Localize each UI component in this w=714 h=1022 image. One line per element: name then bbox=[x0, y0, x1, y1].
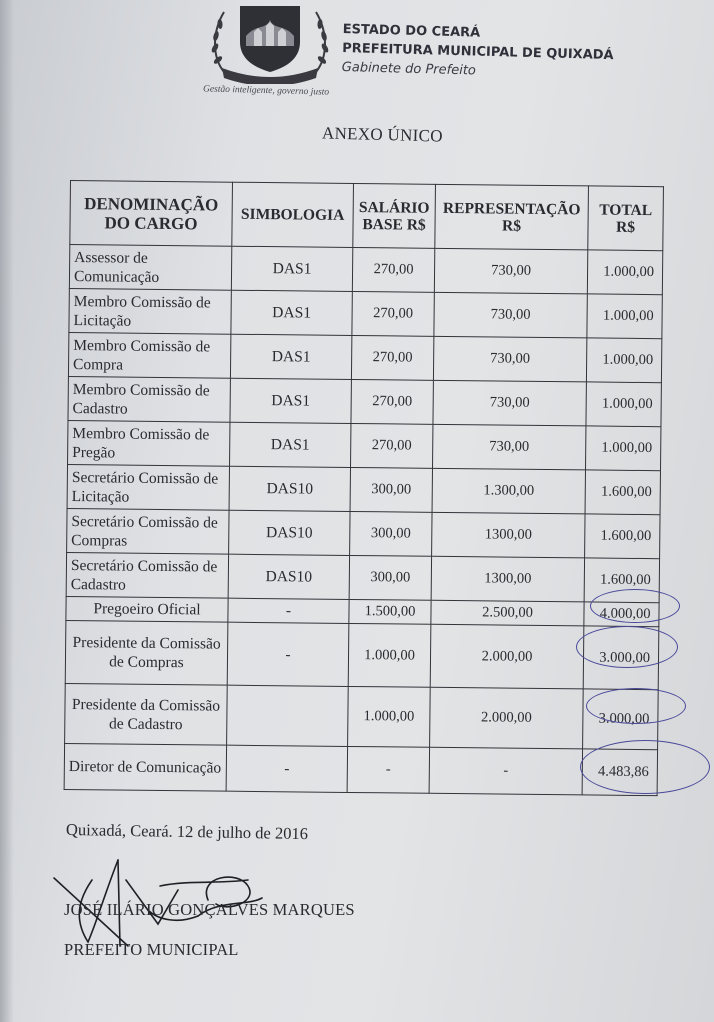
cell-name: Presidente da Comissão de Cadastro bbox=[65, 683, 228, 745]
cell-rep: 1300,00 bbox=[431, 556, 584, 602]
cell-rep: 2.000,00 bbox=[430, 624, 584, 689]
cell-symbol: DAS10 bbox=[229, 466, 350, 511]
cell-total: 1.000,00 bbox=[586, 382, 661, 427]
cell-rep: 2.000,00 bbox=[430, 687, 584, 749]
signer-role: PREFEITO MUNICIPAL bbox=[64, 940, 239, 959]
cell-name: Pregoeiro Oficial bbox=[66, 596, 228, 622]
pen-circle-mark bbox=[576, 626, 678, 668]
cell-total: 1.000,00 bbox=[586, 338, 661, 383]
cell-name: Diretor de Comunicação bbox=[64, 743, 226, 791]
cell-symbol: - bbox=[228, 598, 349, 623]
cell-rep: 1.300,00 bbox=[432, 468, 585, 514]
cell-total: 4.483,86 bbox=[582, 749, 657, 796]
cell-base: 1.000,00 bbox=[348, 623, 431, 687]
cell-name: Membro Comissão de Compra bbox=[68, 332, 230, 378]
header-total: TOTAL R$ bbox=[588, 186, 664, 251]
cell-rep: 730,00 bbox=[433, 424, 586, 470]
header-symbol: SIMBOLOGIA bbox=[232, 182, 354, 247]
cell-total: 1.000,00 bbox=[587, 250, 662, 295]
cell-total: 1.000,00 bbox=[585, 426, 660, 471]
cell-base: 300,00 bbox=[349, 555, 431, 600]
cell-total: 1.600,00 bbox=[584, 558, 659, 603]
cell-name: Membro Comissão de Cadastro bbox=[68, 376, 230, 422]
table-row bbox=[64, 743, 657, 795]
cell-rep: 730,00 bbox=[433, 380, 586, 426]
cell-base: 270,00 bbox=[352, 247, 434, 292]
document-title: ANEXO ÚNICO bbox=[321, 123, 444, 146]
cell-base: 270,00 bbox=[351, 423, 433, 468]
cell-base: 300,00 bbox=[350, 467, 432, 512]
motto-text: Gestão inteligente, governo justo bbox=[202, 84, 330, 98]
cell-rep: 730,00 bbox=[434, 292, 587, 338]
table-row bbox=[69, 288, 662, 338]
table-row bbox=[68, 376, 661, 426]
cell-symbol: DAS10 bbox=[228, 554, 349, 599]
table-header-row bbox=[70, 181, 664, 251]
cell-base: 270,00 bbox=[351, 379, 433, 424]
cell-symbol: DAS1 bbox=[231, 246, 352, 291]
table-row bbox=[67, 464, 660, 514]
office-name: Gabinete do Prefeito bbox=[341, 59, 477, 79]
cell-total: 3.000,00 bbox=[583, 689, 659, 750]
page-edge-shadow bbox=[0, 0, 14, 1022]
signer-name: JOSÉ ILÁRIO GONÇALVES MARQUES bbox=[64, 900, 355, 919]
cell-symbol: - bbox=[227, 622, 349, 686]
cell-total: 1.600,00 bbox=[585, 470, 660, 515]
cell-symbol bbox=[227, 685, 349, 746]
letterhead bbox=[342, 20, 615, 84]
positions-table-wrapper bbox=[64, 180, 664, 796]
cell-symbol: DAS1 bbox=[231, 290, 352, 335]
cell-name: Secretário Comissão de Licitação bbox=[67, 464, 229, 510]
cell-name: Presidente da Comissão de Compras bbox=[65, 620, 228, 685]
cell-base: 1.500,00 bbox=[349, 599, 431, 624]
cell-name: Membro Comissão de Pregão bbox=[68, 420, 230, 466]
cell-symbol: DAS1 bbox=[230, 422, 351, 467]
cell-base: - bbox=[347, 746, 429, 793]
cell-base: 300,00 bbox=[350, 511, 432, 556]
cell-total: 1.000,00 bbox=[587, 294, 662, 339]
cell-total: 1.600,00 bbox=[585, 514, 660, 559]
state-name: ESTADO DO CEARÁ bbox=[342, 21, 481, 41]
table-row bbox=[68, 332, 661, 382]
cell-name: Assessor de Comunicação bbox=[69, 245, 231, 291]
city-hall-name: PREFEITURA MUNICIPAL DE QUIXADÁ bbox=[342, 40, 614, 64]
cell-symbol: - bbox=[226, 745, 347, 792]
table-row bbox=[69, 245, 662, 295]
cell-total: 3.000,00 bbox=[583, 626, 659, 690]
cell-symbol: DAS10 bbox=[229, 510, 350, 555]
table-row bbox=[68, 420, 661, 470]
cell-name: Secretário Comissão de Cadastro bbox=[66, 552, 228, 598]
header-representation: REPRESENTAÇÃO R$ bbox=[435, 184, 589, 250]
cell-symbol: DAS1 bbox=[230, 334, 351, 379]
pen-circle-mark bbox=[586, 688, 686, 724]
pen-circle-mark bbox=[580, 740, 710, 794]
table-row bbox=[65, 620, 659, 689]
header-position-name: DENOMINAÇÃO DO CARGO bbox=[70, 181, 233, 247]
cell-base: 270,00 bbox=[352, 291, 434, 336]
cell-name: Secretário Comissão de Compras bbox=[67, 508, 229, 554]
table-row bbox=[66, 552, 659, 602]
header-base-salary: SALÁRIO BASE R$ bbox=[353, 183, 436, 248]
cell-rep: 730,00 bbox=[434, 248, 587, 294]
pen-circle-mark bbox=[590, 589, 680, 623]
table-row bbox=[67, 508, 660, 558]
place-and-date: Quixadá, Ceará. 12 de julho de 2016 bbox=[65, 819, 309, 844]
cell-rep: 730,00 bbox=[433, 336, 586, 382]
cell-rep: 2.500,00 bbox=[431, 600, 584, 626]
positions-table bbox=[64, 180, 664, 796]
cell-base: 1.000,00 bbox=[348, 686, 431, 747]
cell-total: 4.000,00 bbox=[584, 602, 659, 627]
cell-name: Membro Comissão de Licitação bbox=[69, 288, 231, 334]
cell-base: 270,00 bbox=[351, 335, 433, 380]
cell-symbol: DAS1 bbox=[230, 378, 351, 423]
cell-rep: 1300,00 bbox=[432, 512, 585, 558]
table-row bbox=[65, 683, 659, 749]
cell-rep: - bbox=[429, 747, 582, 795]
municipal-coat-of-arms-icon bbox=[206, 2, 334, 84]
